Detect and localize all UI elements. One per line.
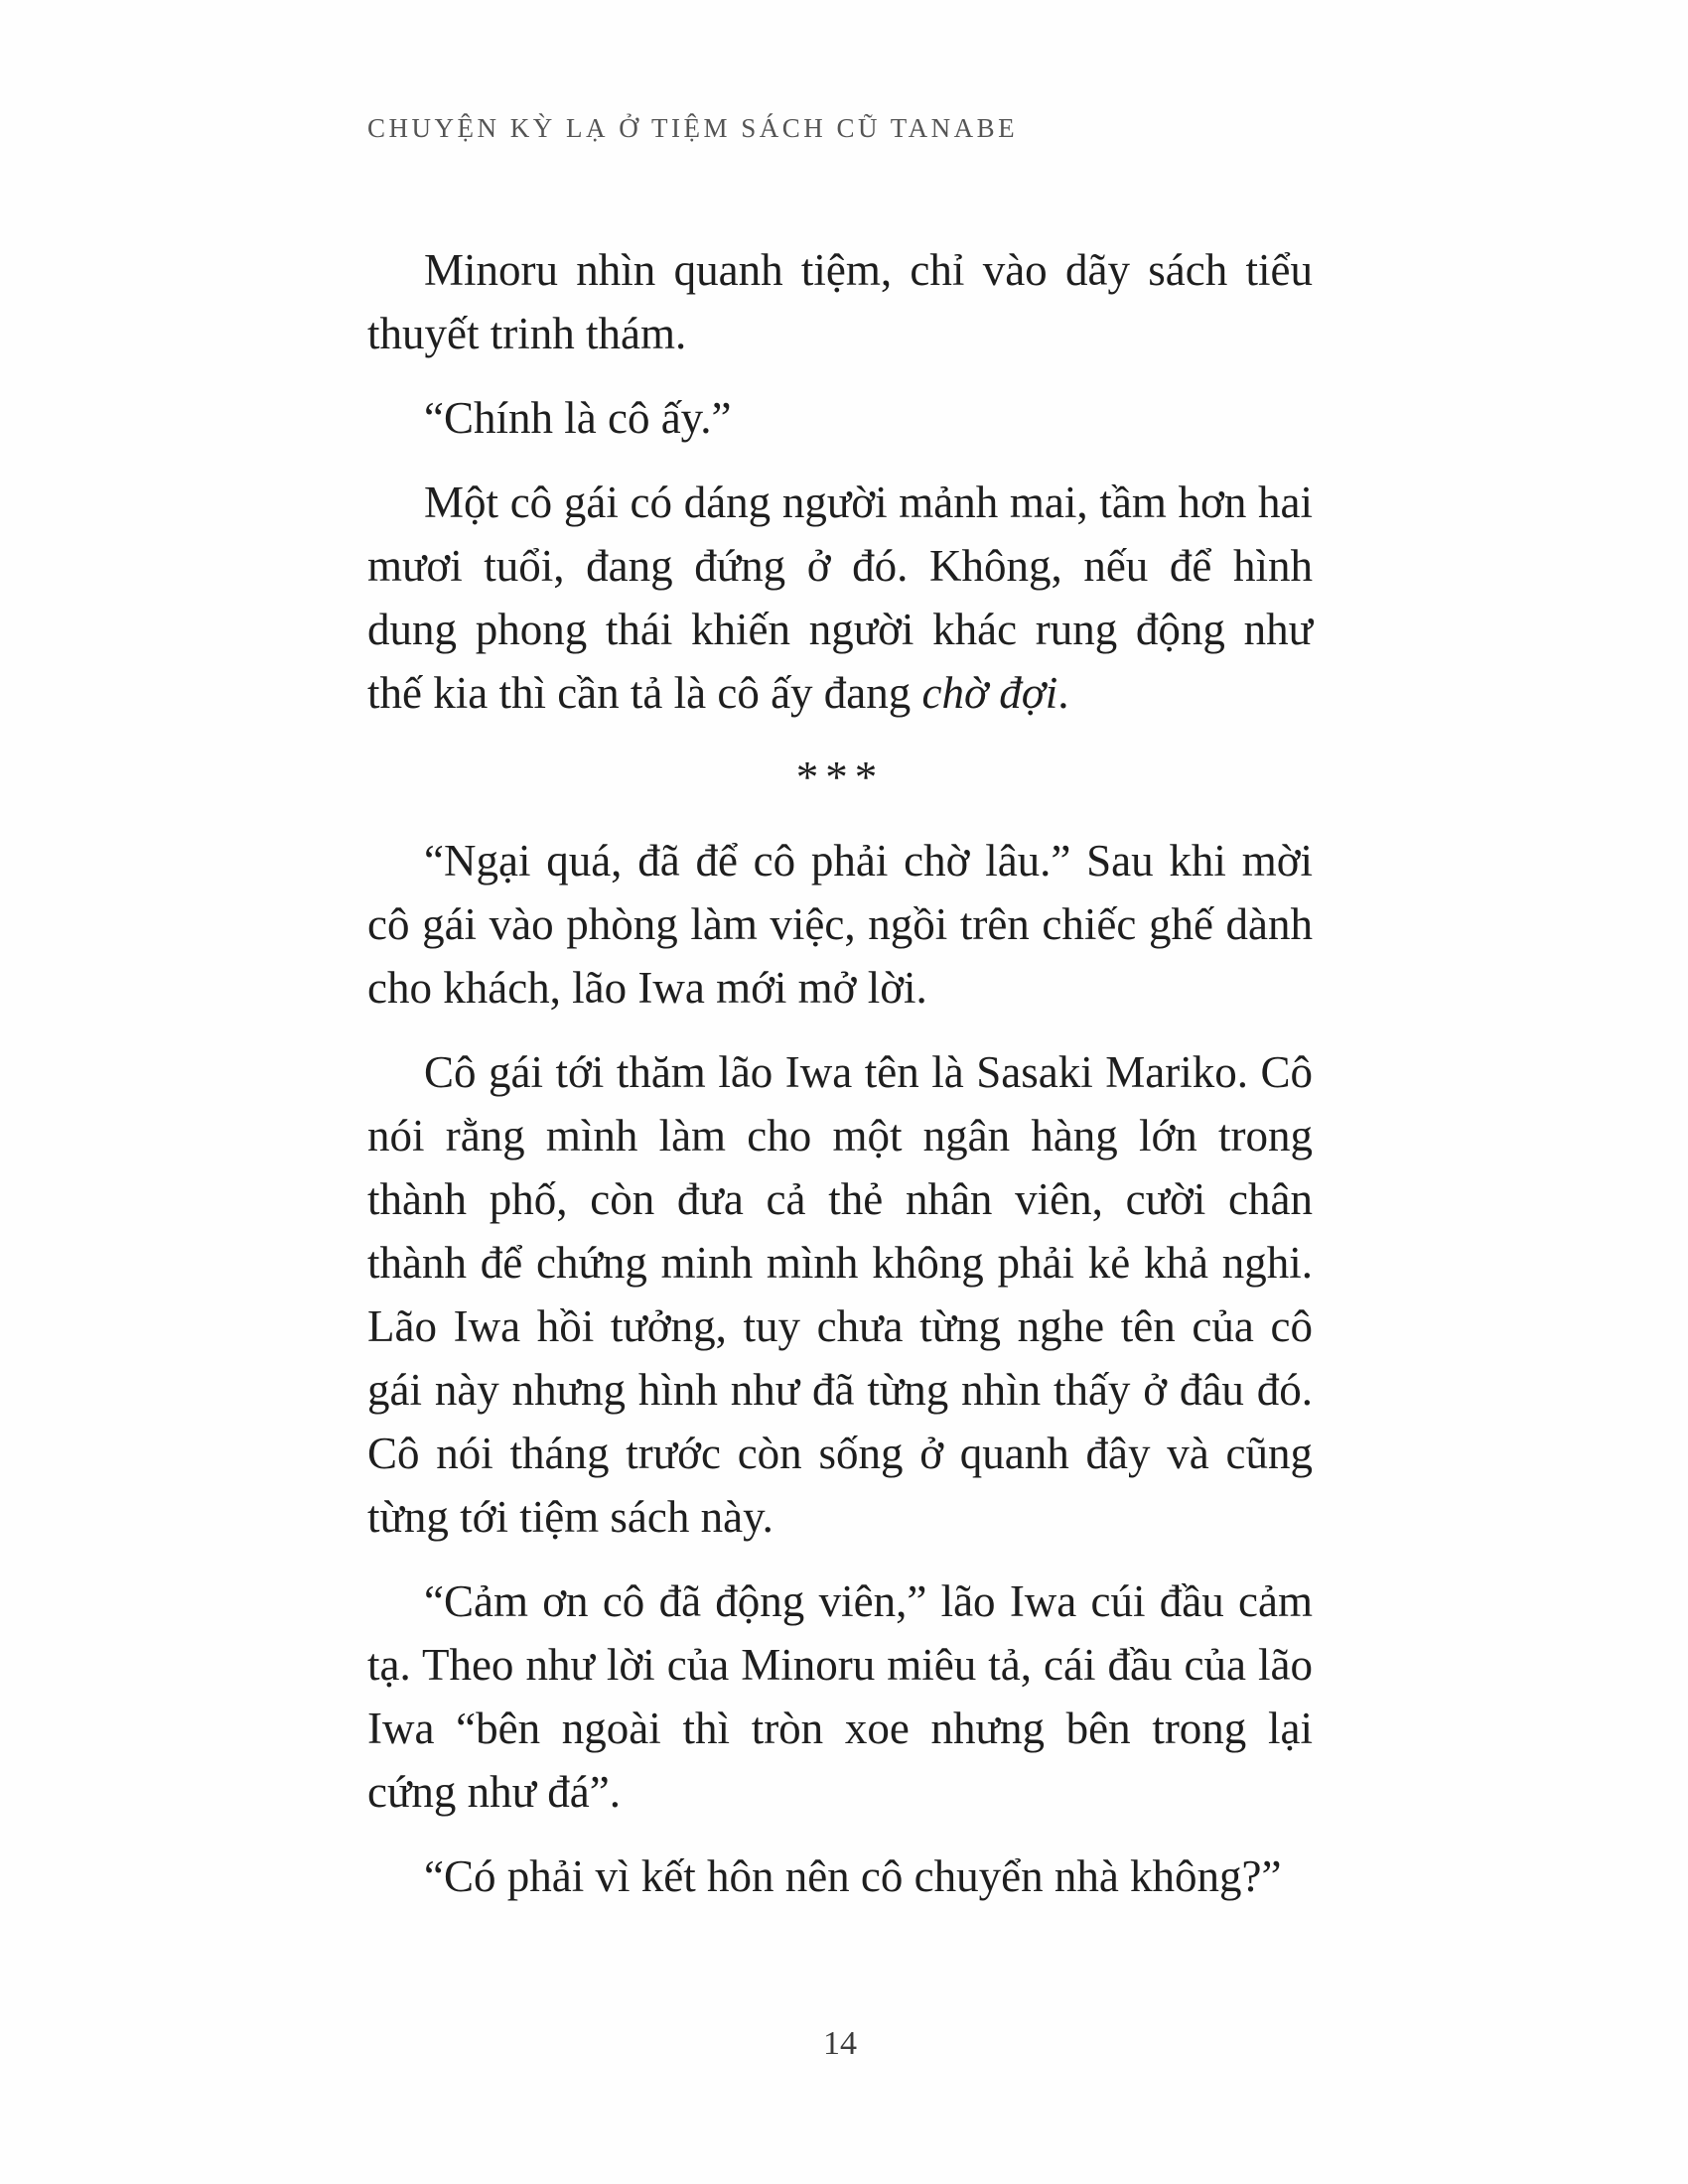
paragraph-dialogue-narration: “Ngại quá, đã để cô phải chờ lâu.” Sau khi mời cô gái vào phòng làm việc, ngồi trên chiếc ghế dành cho khách, lão Iwa mới mở lời. [367,836,1313,1013]
paragraph-narration: Cô gái tới thăm lão Iwa tên là Sasaki Mariko. Cô nói rằng mình làm cho một ngân hàng lớn trong thành phố, còn đưa cả thẻ nhân viên, cười chân thành để chứng minh mình không phải kẻ khả nghi. Lão Iwa hồi tưởng, tuy chưa từng nghe tên của cô gái này nhưng hình như đã từng nhìn thấy ở đâu đó. Cô nói tháng trước còn sống ở quanh đây và cũng từng tới tiệm sách này. [367,1047,1313,1542]
paragraph-text: Một cô gái có dáng người mảnh mai, tầm hơn hai mươi tuổi, đang đứng ở đó. Không, nếu để hình dung phong thái khiến người khác rung động như thế kia thì cần tả là cô ấy đang [367,478,1313,718]
text-column [367,238,1313,1929]
paragraph-dialogue: “Chính là cô ấy.” [424,393,732,443]
section-separator: *** [795,752,885,802]
paragraph-text: . [1057,668,1069,718]
paragraph-narration [367,471,1313,725]
paragraph-dialogue: “Có phải vì kết hôn nên cô chuyển nhà không?” [424,1851,1282,1901]
running-header: CHUYỆN KỲ LẠ Ở TIỆM SÁCH CŨ TANABE [367,113,1019,143]
paragraph-narration: Minoru nhìn quanh tiệm, chỉ vào dãy sách tiểu thuyết trinh thám. [367,245,1313,358]
italic-phrase: chờ đợi [921,668,1058,718]
paragraph-dialogue-narration: “Cảm ơn cô đã động viên,” lão Iwa cúi đầu cảm tạ. Theo như lời của Minoru miêu tả, cái đầu của lão Iwa “bên ngoài thì tròn xoe nhưng bên trong lại cứng như đá”. [367,1576,1313,1817]
page-number: 14 [823,2025,857,2062]
